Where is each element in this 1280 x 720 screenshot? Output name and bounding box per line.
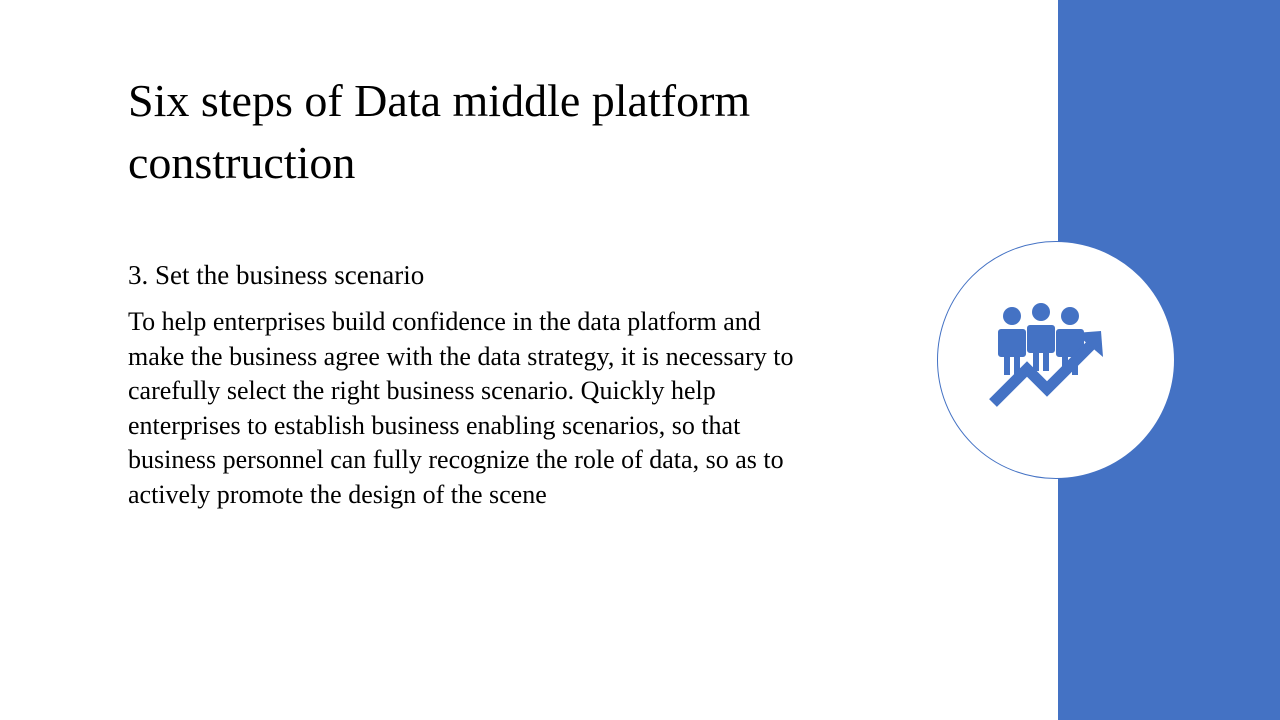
page-title: Six steps of Data middle platform construction	[128, 75, 751, 188]
icon-circle-graphic	[937, 241, 1177, 481]
body-paragraph: To help enterprises build confidence in the data platform and make the business agree with the data strategy, it is necessary to carefully select the right business scenario. Quickly help enterprises to establish business enabling scenarios, so that business personnel can fully recognize the role of data, so as to actively promote the design of the scene	[128, 307, 794, 509]
section-subheading: 3. Set the business scenario	[128, 260, 425, 290]
people-growth-chart-icon	[989, 303, 1125, 413]
